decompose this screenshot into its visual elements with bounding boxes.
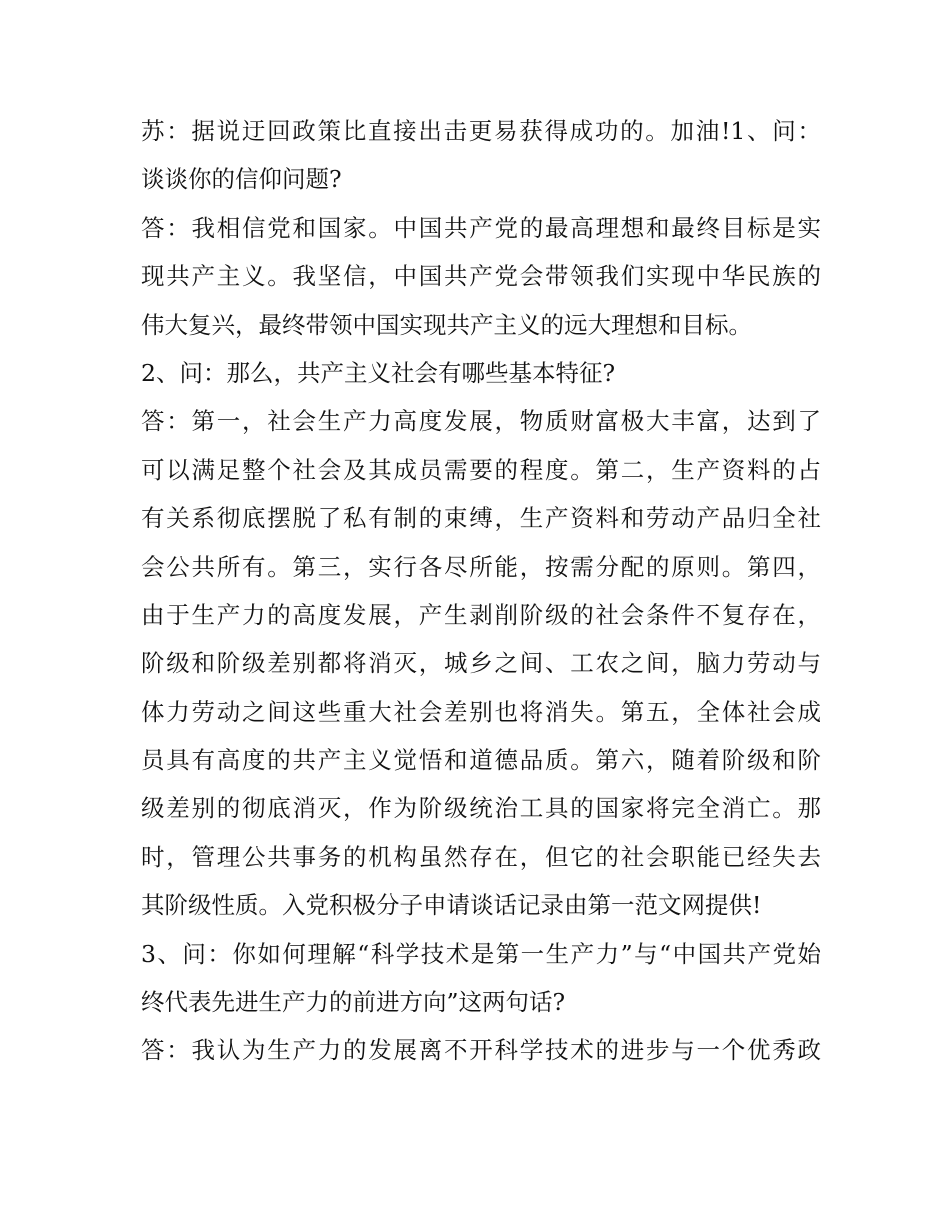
text-line: 有关系彻底摆脱了私有制的束缚，生产资料和劳动产品归全社 (141, 504, 821, 533)
text-line: 3、问：你如何理解“科学技术是第一生产力”与“中国共产党始 (141, 939, 821, 968)
text-line: 其阶级性质。入党积极分子申请谈话记录由第一范文网提供! (141, 891, 762, 920)
text-line: 由于生产力的高度发展，产生剥削阶级的社会条件不复存在， (141, 600, 821, 629)
text-line: 可以满足整个社会及其成员需要的程度。第二，生产资料的占 (141, 455, 821, 484)
text-line: 现共产主义。我坚信，中国共产党会带领我们实现中华民族的 (141, 262, 821, 291)
text-line: 答：我认为生产力的发展离不开科学技术的进步与一个优秀政 (141, 1036, 821, 1065)
text-line: 2、问：那么，共产主义社会有哪些基本特征? (141, 358, 616, 387)
text-line: 苏：据说迂回政策比直接出击更易获得成功的。加油!1、问： (141, 117, 821, 145)
text-line: 会公共所有。第三，实行各尽所能，按需分配的原则。第四， (141, 552, 821, 581)
text-line: 级差别的彻底消灭，作为阶级统治工具的国家将完全消亡。那 (141, 794, 821, 823)
text-line: 伟大复兴，最终带领中国实现共产主义的远大理想和目标。 (141, 310, 752, 339)
text-line: 阶级和阶级差别都将消灭，城乡之间、工农之间，脑力劳动与 (141, 649, 821, 678)
text-line: 体力劳动之间这些重大社会差别也将消失。第五，全体社会成 (141, 697, 821, 726)
text-line: 时，管理公共事务的机构虽然存在，但它的社会职能已经失去 (141, 842, 821, 871)
text-line: 谈谈你的信仰问题? (141, 165, 342, 194)
text-line: 员具有高度的共产主义觉悟和道德品质。第六，随着阶级和阶 (141, 746, 821, 775)
document-body (141, 107, 821, 1075)
text-line: 答：第一，社会生产力高度发展，物质财富极大丰富，达到了 (141, 407, 821, 436)
text-line: 终代表先进生产力的前进方向”这两句话? (141, 988, 566, 1017)
text-line: 答：我相信党和国家。中国共产党的最高理想和最终目标是实 (141, 213, 821, 242)
